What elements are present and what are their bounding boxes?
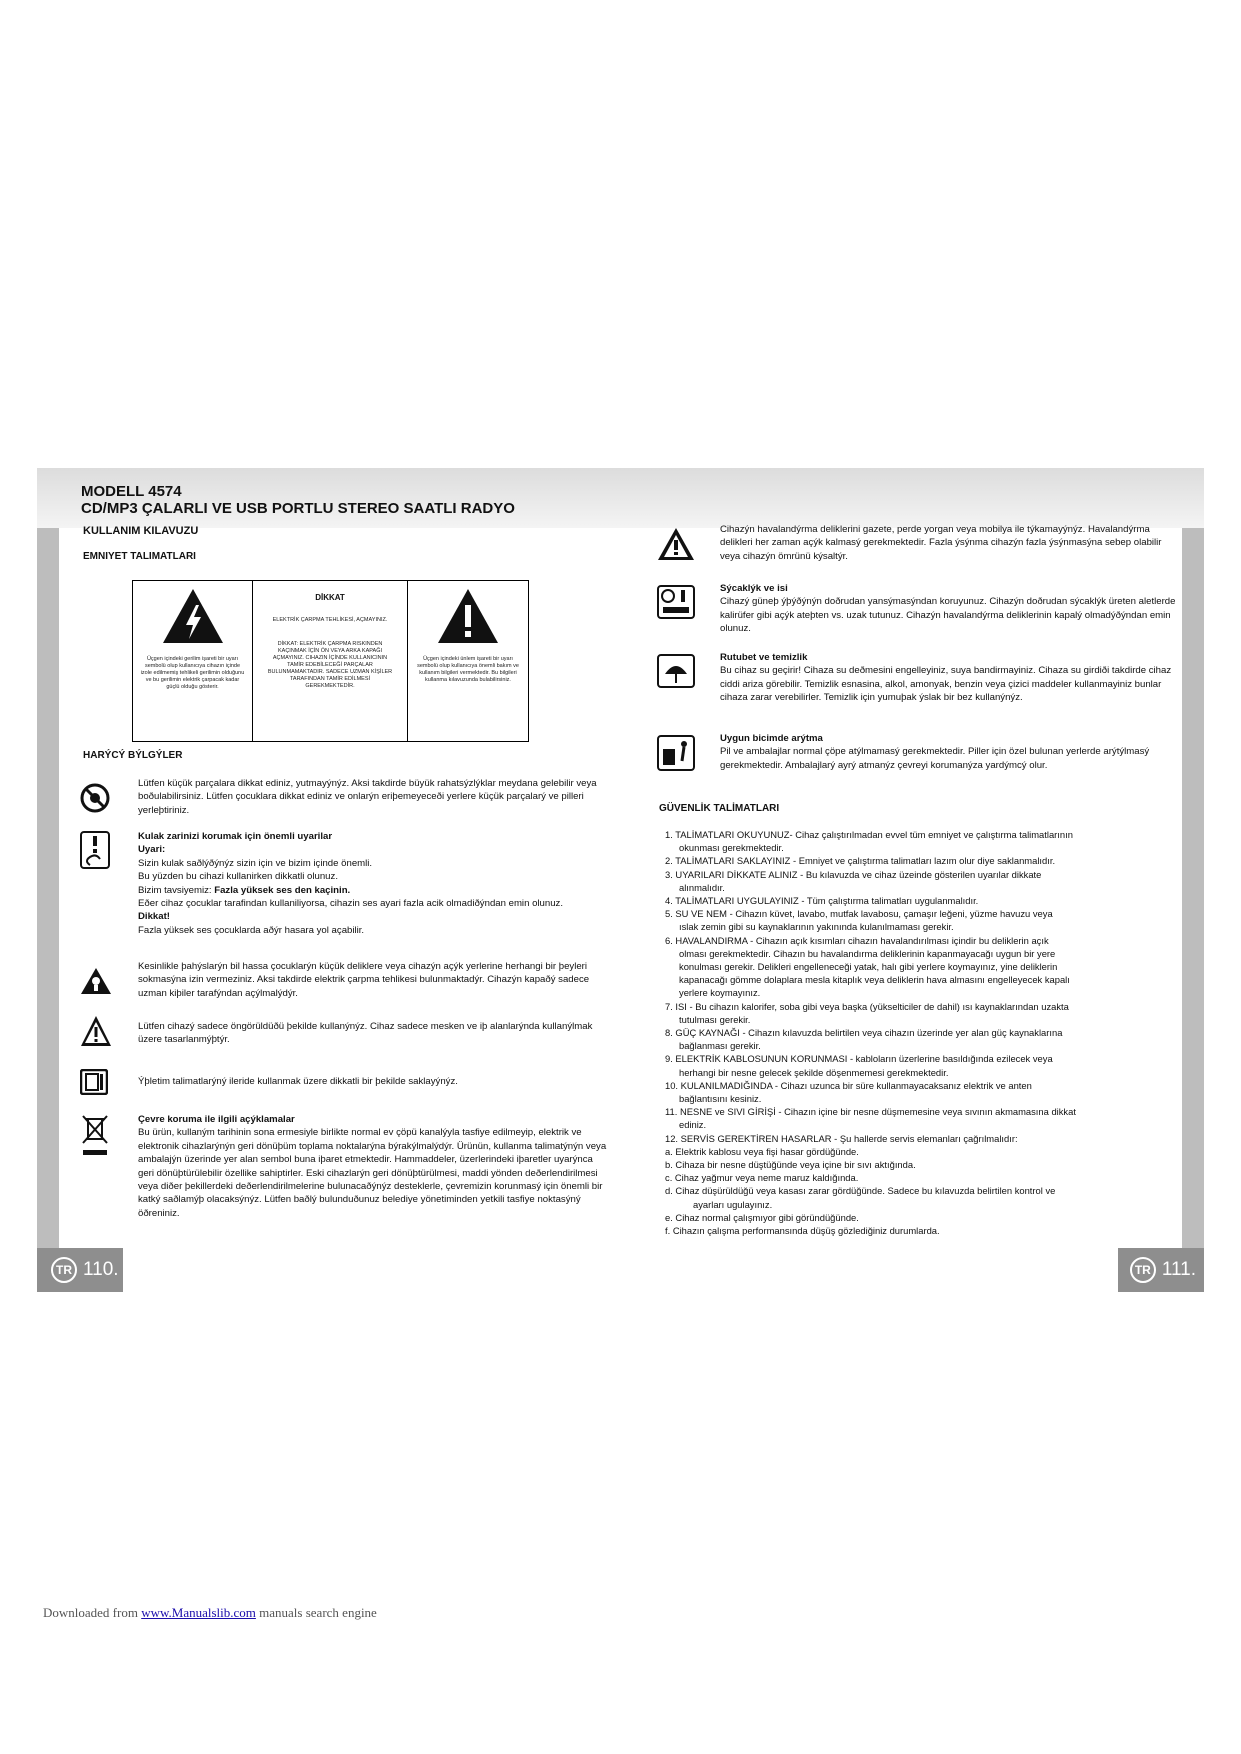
disposal-icon	[657, 735, 695, 771]
ear-section	[138, 830, 608, 937]
disposal-text: Pil ve ambalajlar normal çöpe atýlmamasý gerekmektedir. Piller için özel bulunan yerlerde arýtýlmasý gerekmektedir. Ambalajlarý ayrý atmanýz çevreyi korumanýza yardýmcý olur.	[720, 746, 1150, 771]
child-hazard-icon	[80, 966, 112, 996]
safety-item: d. Cihaz düşürüldüğü veya kasası zarar gördüğünde. Sadece bu kılavuzda belirtilen kontrol ve	[665, 1185, 1056, 1197]
ear-uyari: Uyari:	[138, 844, 166, 856]
ventilation-warning-icon	[657, 526, 695, 562]
ear-line5: Fazla yüksek ses çocuklarda aðýr hasara yol açabilir.	[138, 924, 365, 936]
safety-item: olması gerekmektedir. Cihazın bu havalandırma deliklerinin kapanmayacağı uygun bir yere	[679, 947, 1056, 959]
no-swallow-icon	[80, 783, 110, 813]
dikkat-title: DİKKAT	[315, 593, 345, 602]
safety-item: 5. SU VE NEM - Cihazın küvet, lavabo, mutfak lavabosu, çamaşır leğeni, yüzme havuzu veya	[665, 908, 1053, 920]
ear-line1: Sizin kulak saðlýðýnýz sizin için ve bizim içinde önemli.	[138, 857, 373, 869]
safety-item: tutulması gerekir.	[679, 1013, 751, 1025]
safety-item: 3. UYARILARI DİKKATE ALINIZ - Bu kılavuzda ve cihaz üzeinde gösterilen uyarılar dikkate	[665, 868, 1042, 880]
right-margin-bar	[1182, 528, 1204, 1248]
ear-warning-icon	[80, 831, 110, 869]
safety-list	[665, 828, 1180, 1237]
footer-gap	[123, 1248, 1118, 1292]
page-number-right	[1130, 1257, 1196, 1283]
general-warning-icon	[80, 1014, 112, 1048]
ear-line2: Bu yüzden bu cihazi kullanirken dikkatli olunuz.	[138, 871, 338, 883]
footer-suffix: manuals search engine	[255, 1605, 377, 1620]
voltage-text: Üçgen içindeki gerilim işareti bir uyarı sembolü olup kullanıcıya cihazın içinde izole edilmemiş tehlikeli gerilimin olduğunu ve bu gerilimin elektrik çarpacak kadar güçlü olduğu gösterir.	[140, 656, 245, 690]
para-ventilation: Cihazýn havalandýrma deliklerini gazete, perde yorgan veya mobilya ile týkamayýnýz. Havalandýrma delikleri her zaman açýk kalmasý gerekmektedir. Fazla ýsýnma cihazýn fazla ýsýnmasýna sebep olabilir veya cihazýn ömrünü kýsaltýr.	[720, 524, 1162, 562]
ear-advice: Fazla yüksek ses den kaçinin.	[214, 884, 351, 896]
para-small-parts: Lütfen küçük parçalara dikkat ediniz, yutmayýnýz. Aksi takdirde büyük rahatsýzlýklar meydana gelebilir veya boðulabilirsiniz. Lütfen çocuklara dikkat ediniz ve onlarýn eriþemeyeceði yerlere küçük parçalarý ve pilleri yerleþtiriniz.	[138, 778, 597, 816]
heat-text: Cihazý güneþ ýþýðýnýn doðrudan yansýmasýndan koruyunuz. Cihazýn doðrudan sýcaklýk üreten aletlerde kalirüfer gibi açýk ateþten vs. uzak tutunuz. Cihazýn havalandýrma deliklerinin kapalý olmadýðýndan emin olunuz.	[720, 596, 1176, 635]
footer-prefix: Downloaded from	[43, 1605, 142, 1620]
moisture-text: Bu cihaz su geçirir! Cihaza su deðmesini engelleyiniz, suya bandirmayiniz. Cihaza su girdiði takdirde cihaz ciddi ariza görebilir. Temizlik esnasina, alkol, amonyak, benzin veya çizici maddeler kullanmayiniz bunlar cihaza zarar verebilirler. Temizlik için yumuþak ýslak bir bez kullanýnýz.	[720, 665, 1172, 704]
env-text: Bu ürün, kullaným tarihinin sona ermesiyle birlikte normal ev çöpü kanalýyla tasfiye edilmeyip, elektrik ve elektronik cihazlarýnýn geri dönüþüm toplama noktalarýna býrakýlmalýdýr. Ürünün, kullanma talimatýnýn veya ambalajýn üzerinde yer alan sembol buna iþaret etmektedir. Hammaddeler, üzerlerindeki iþaretler uyarýnca geri dönüþtürülebilir özellike sahiptirler. Eski cihazlarýn geri dönüþtürülmesi, maddi yönden deðerlendirilmesi veya diðer þekillerdeki deðerlendirilmelerine bulunacaðýnýz desteklerle, çevremizin korunmasý için önemli bir katký saðlamýþ olacaksýnýz. Lütfen baðlý bulunduðunuz belediye yönetiminden yetkili tasfiye noktasýný öðreniniz.	[138, 1127, 607, 1219]
manual-spread	[37, 468, 1204, 1292]
para-openings: Kesinlikle þahýslarýn bil hassa çocuklarýn küçük deliklere veya cihazýn açýk yerlerine herhangi bir þeyleri sokmasýna izin vermeziniz. Aksi takdirde elektrik çarpma tehlikesi bulunmaktadýr. Cihazýn kapaðý sadece uzman kiþiler tarafýndan açýlmalýdýr.	[138, 961, 590, 999]
disposal-section	[720, 732, 1180, 772]
para-keep-manual: Ýþletim talimatlarýný ileride kullanmak üzere dikkatli bir þekilde saklayýnýz.	[138, 1076, 458, 1087]
left-heading-safety: EMNIYET TALIMATLARI	[83, 551, 196, 562]
download-footer	[43, 1605, 377, 1621]
moisture-icon	[657, 654, 695, 688]
safety-item: 9. ELEKTRİK KABLOSUNUN KORUNMASI - kabloların üzerlerine basıldığında ezilecek veya	[665, 1053, 1053, 1065]
safety-item: yerlere koymayınız.	[679, 987, 761, 999]
left-heading-manual: KULLANIM KILAVUZU	[83, 525, 199, 537]
heat-title: Sýcaklýk ve isi	[720, 583, 788, 594]
lightning-warning-icon	[161, 587, 225, 645]
model-title: MODELL 4574	[81, 483, 182, 500]
para-intended-use: Lütfen cihazý sadece öngörüldüðü þekilde kullanýnýz. Cihaz sadece mesken ve iþ alanlarýnda kullanýlmak üzere tasarlanmýþtýr.	[138, 1021, 593, 1046]
safety-item: c. Cihaz yağmur veya neme maruz kaldığında.	[665, 1172, 859, 1184]
safety-item: okunması gerekmektedir.	[679, 842, 784, 854]
dikkat-line1: ELEKTRİK ÇARPMA TEHLİKESİ, AÇMAYINIZ.	[272, 617, 388, 623]
dikkat-line2: DİKKAT: ELEKTRİK ÇARPMA RISKINDEN KAÇINMAK İÇİN ÖN VEYA ARKA KAPAĞI AÇMAYINIZ. CIHAZIN İÇİNDE KULLANICININ TAMİR EDEBİLECEĞİ PARÇALAR BULUNMAMAKTADIR. SADECE UZMAN KİŞİLER TARAFINDAN TAMİR EDİLMESİ GEREKMEKTEDİR.	[267, 641, 393, 689]
safety-item: 11. NESNE ve SIVI GİRİŞİ - Cihazın içine bir nesne düşmemesine veya sıvının akmamasına dikkat	[665, 1106, 1076, 1118]
safety-item: bağlantısını kesiniz.	[679, 1093, 762, 1105]
moisture-title: Rutubet ve temizlik	[720, 652, 808, 663]
ear-advice-label: Bizim tavsiyemiz:	[138, 884, 215, 896]
page-number-left	[51, 1257, 119, 1283]
safety-item: 2. TALİMATLARI SAKLAYINIZ - Emniyet ve çalıştırma talimatları lazım olur diye saklanmalıdır.	[665, 855, 1056, 867]
safety-item: ayarları ugulayınız.	[693, 1198, 773, 1210]
warning-col-exclamation	[408, 581, 528, 741]
tr-badge-right: TR	[1130, 1257, 1156, 1283]
manualslib-link[interactable]: www.Manualslib.com	[141, 1605, 256, 1620]
safety-item: b. Cihaza bir nesne düştüğünde veya içine bir sıvı aktığında.	[665, 1159, 916, 1171]
safety-item: 4. TALİMATLARI UYGULAYINIZ - Tüm çalıştırma talimatları uygulanmalıdır.	[665, 895, 979, 907]
safety-item: alınmalıdır.	[679, 881, 725, 893]
env-title: Çevre koruma ile ilgili açýklamalar	[138, 1114, 295, 1125]
safety-item: kapanacağı gömme dolaplara mesla kitaplık veya deliklerin hava almasını engelleyecek kapalı	[679, 974, 1070, 986]
safety-item: ıslak zemin gibi su kaynaklarının yakınında kulanılmaması gerekir.	[679, 921, 954, 933]
safety-item: f. Cihazın çalışma performansında düşüş gözlediğiniz durumlarda.	[665, 1225, 940, 1237]
tr-badge-left: TR	[51, 1257, 77, 1283]
heat-icon	[657, 585, 695, 619]
safety-item: herhangi bir nesne gelecek şekilde döşenmemesi gerekmektedir.	[679, 1066, 949, 1078]
safety-item: 1. TALİMATLARI OKUYUNUZ- Cihaz çalıştırılmadan evvel tüm emniyet ve çalıştırma talimatlarının	[665, 829, 1073, 840]
safety-item: e. Cihaz normal çalışmıyor gibi göründüğünde.	[665, 1211, 859, 1223]
warning-col-dikkat	[253, 581, 408, 741]
safety-item: 12. SERVİS GEREKTİREN HASARLAR - Şu hallerde servis elemanları çağrılmalıdır:	[665, 1132, 1018, 1144]
product-title: CD/MP3 ÇALARLI VE USB PORTLU STEREO SAATLI RADYO	[81, 500, 515, 517]
safety-item: bağlanması gerekir.	[679, 1040, 761, 1052]
heat-section	[720, 582, 1180, 636]
ear-dikkat: Dikkat!	[138, 911, 170, 923]
safety-item: 6. HAVALANDIRMA - Cihazın açık kısımları cihazın havalandırılması içindir bu deliklerin açık	[665, 934, 1049, 946]
safety-item: konulması gerekir. Delikleri engelleneceği yatak, halı gibi yerlere koymayınız, yine deliklerin	[679, 961, 1058, 973]
warning-col-voltage	[133, 581, 253, 741]
page-num-110: 110.	[83, 1259, 119, 1280]
safety-item: 8. GÜÇ KAYNAĞI - Cihazın kılavuzda belirtilen veya cihazın üzerinde yer alan güç kaynaklarına	[665, 1027, 1063, 1039]
right-heading-safety: GÜVENLİK TALİMATLARI	[659, 803, 780, 814]
ear-line4: Eðer cihaz çocuklar tarafindan kullaniliyorsa, cihazin ses ayari fazla acik olmadiðýndan emin olunuz.	[138, 898, 564, 910]
safety-item: 7. ISI - Bu cihazın kalorifer, soba gibi veya başka (yükselticiler de dahil) ısı kaynaklarından uzakta	[665, 1000, 1069, 1012]
env-section	[138, 1113, 608, 1220]
left-margin-bar	[37, 528, 59, 1248]
page-num-111: 111.	[1161, 1259, 1196, 1280]
weee-bin-icon	[80, 1113, 110, 1157]
safety-item: ediniz.	[679, 1119, 707, 1131]
left-heading-info: HARÝCÝ BÝLGÝLER	[83, 750, 183, 761]
warning-box	[132, 580, 529, 742]
exclamation-text: Üçgen içindeki ünlem işareti bir uyarı sembolü olup kullanıcıya önemli bakım ve kullanım bilgileri vermektedir. Bu bilgileri kullanma kılavuzunda bulabilirsiniz.	[417, 656, 519, 683]
safety-item: a. Elektrik kablosu veya fişi hasar gördüğünde.	[665, 1145, 859, 1157]
disposal-title: Uygun bicimde arýtma	[720, 733, 823, 744]
header-bar	[37, 468, 1204, 528]
safety-item: 10. KULANILMADIĞINDA - Cihazı uzunca bir süre kullanmayacaksanız elektrik ve anten	[665, 1079, 1032, 1091]
ear-title: Kulak zarinizi korumak için önemli uyarilar	[138, 831, 333, 842]
moisture-section	[720, 651, 1180, 705]
manual-book-icon	[80, 1069, 108, 1095]
exclamation-warning-icon	[436, 587, 500, 645]
